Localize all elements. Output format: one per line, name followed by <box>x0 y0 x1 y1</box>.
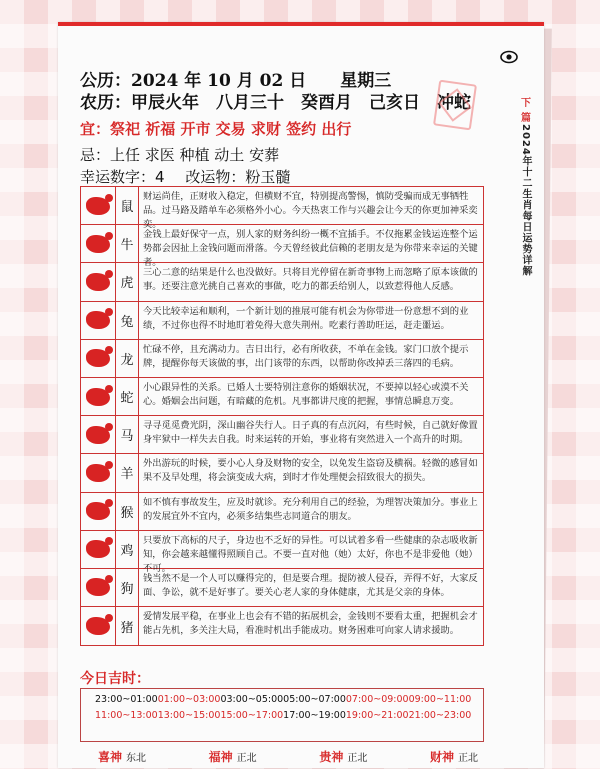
zodiac-desc: 今天比较幸运和顺利，一个新计划的推展可能有机会为你带进一份意想不到的业绩，不过你也得不时地盯着免得大意失荆州。吃素行善助旺运，赶走噩运。 <box>143 305 469 331</box>
zodiac-pic <box>81 225 116 262</box>
zodiac-row <box>81 607 483 645</box>
zodiac-desc: 只要放下高标的尺子，身边也不乏好的异性。可以试着多看一些健康的杂志吸收新知，你会越来越懂得照顾自己。不要一直对他（她）太好，你也不是非爱他（她）不可。 <box>143 534 478 574</box>
zodiac-pic <box>81 569 116 606</box>
lunar-label: 农历 <box>80 93 114 113</box>
zodiac-row <box>81 569 483 607</box>
zodiac-row <box>81 225 483 269</box>
zodiac-desc: 钱当然不是一个人可以赚得完的，但是要合理。提防被人侵吞，弄得不好，大家反面、争讼，就不是好事了。要关心老人家的身体健康，尤其是父亲的身体。 <box>143 572 478 598</box>
zodiac-desc: 金钱上最好保守一点，别人家的财务纠纷一概不宜插手。不仅拖累金钱运连整个运势都会因扯上金钱问题而滑落。今天曾经彼此信赖的老朋友是为你带来幸运的关键者。 <box>143 229 478 269</box>
god-item <box>209 748 257 765</box>
god-direction: 正北 <box>457 753 478 764</box>
zodiac-name: 牛 <box>116 225 139 262</box>
clash-text: 冲蛇 <box>437 93 471 113</box>
zodiac-animal-icon <box>86 578 110 596</box>
zodiac-animal-icon <box>86 464 110 482</box>
god-item <box>430 748 478 765</box>
zodiac-row <box>81 340 483 378</box>
hours-row <box>81 692 483 708</box>
zodiac-animal-icon <box>86 388 110 406</box>
hour-slot: 07:00~09:00 <box>345 694 409 705</box>
lunar-date: 甲辰火年 八月三十 癸酉月 己亥日 <box>131 93 420 113</box>
zodiac-pic <box>81 187 116 224</box>
hour-slot: 03:00~05:00 <box>220 694 284 705</box>
gods-row <box>98 748 478 765</box>
god-direction: 正北 <box>236 753 257 764</box>
zodiac-row <box>81 302 483 340</box>
zodiac-animal-icon <box>86 197 110 215</box>
zodiac-desc: 忙碌不停，且充满动力。吉日出行，必有所收获，不单在金钱。家门口放个提示牌，提醒你每天该做的事，出门该带的东西，以帮助你改掉丢三落四的毛病。 <box>143 343 469 369</box>
god-label: 喜神 <box>98 750 123 764</box>
god-direction: 东北 <box>126 753 147 764</box>
hour-slot: 13:00~15:00 <box>157 710 221 721</box>
god-label: 财神 <box>429 750 454 764</box>
solar-label: 公历 <box>80 71 114 91</box>
hour-slot: 17:00~19:00 <box>283 710 346 721</box>
zodiac-row <box>81 187 483 230</box>
zodiac-pic <box>81 454 116 491</box>
hour-slot: 15:00~17:00 <box>220 710 284 721</box>
god-item <box>98 748 146 765</box>
hour-slot: 21:00~23:00 <box>408 710 472 721</box>
side-tag: 下篇 <box>521 98 531 124</box>
lucky-number: 幸运数字：4 <box>80 168 165 186</box>
zodiac-desc: 小心跟异性的关系。已婚人士要特别注意你的婚姻状况，不要掉以轻心或漠不关心。婚姻会出问题，有暗藏的危机。凡事都讲尺度的把握，事情总瞬息万变。 <box>143 381 469 407</box>
zodiac-desc: 财运尚佳，正财收入稳定，但横财不宜，特别提高警惕，慎防受骗而成无事牺牲品。过马路及踏单车必须格外小心。今天热衷工作与兴趣会让今天的你更加神采奕奕。 <box>143 191 478 230</box>
hour-slot: 09:00~11:00 <box>408 694 472 705</box>
zodiac-name: 兔 <box>116 302 139 339</box>
luck-line <box>80 166 306 187</box>
hour-slot: 05:00~07:00 <box>283 694 346 705</box>
ji-line: 忌：上任 求医 种植 动土 安葬 <box>80 146 280 164</box>
lucky-item: 改运物：粉玉髓 <box>185 168 291 186</box>
zodiac-animal-icon <box>86 349 110 367</box>
god-label: 贵神 <box>319 750 344 764</box>
zodiac-row <box>81 454 483 492</box>
zodiac-name: 猪 <box>116 607 139 645</box>
zodiac-animal-icon <box>86 502 110 520</box>
god-direction: 正北 <box>347 753 368 764</box>
zodiac-row <box>81 531 483 574</box>
zodiac-name: 虎 <box>116 263 139 300</box>
hour-slot: 23:00~01:00 <box>95 694 158 705</box>
zodiac-table <box>80 186 484 646</box>
zodiac-animal-icon <box>86 617 110 635</box>
lunar-date-line: 农历：甲辰火年 八月三十 癸酉月 己亥日 冲蛇 <box>80 93 471 113</box>
weekday: 星期三 <box>340 71 392 91</box>
zodiac-animal-icon <box>86 426 110 444</box>
solar-date-line: 公历：2024 年 10 月 02 日 星期三 <box>80 71 392 91</box>
god-item <box>319 748 367 765</box>
zodiac-name: 鼠 <box>116 187 139 224</box>
solar-date: 2024 年 10 月 02 日 <box>131 71 307 91</box>
zodiac-row <box>81 493 483 531</box>
hours-box <box>80 688 484 742</box>
jishi-title: 今日吉时： <box>80 671 150 687</box>
zodiac-animal-icon <box>86 235 110 253</box>
zodiac-pic <box>81 340 116 377</box>
zodiac-pic <box>81 302 116 339</box>
zodiac-animal-icon <box>86 540 110 558</box>
zodiac-desc: 寻寻觅觅费光阴，深山幽谷失行人。日子真的有点沉闷，有些时候，自己就好像置身牢狱中一样失去自我。时来运转的开始，事业将有突然进入一个高升的时期。 <box>143 420 478 446</box>
zodiac-name: 蛇 <box>116 378 139 415</box>
zodiac-name: 猴 <box>116 493 139 530</box>
zodiac-row <box>81 378 483 416</box>
zodiac-animal-icon <box>86 311 110 329</box>
zodiac-row <box>81 416 483 454</box>
zodiac-pic <box>81 607 116 645</box>
zodiac-animal-icon <box>86 273 110 291</box>
zodiac-pic <box>81 263 116 300</box>
zodiac-pic <box>81 416 116 453</box>
zodiac-desc: 三心二意的结果是什么也没做好。只将目光停留在新奇事物上而忽略了原本该做的事。还要注意光挑自己喜欢的事做，吃力的都丢给别人，以致惹得他人反感。 <box>143 267 478 293</box>
zodiac-name: 马 <box>116 416 139 453</box>
zodiac-pic <box>81 493 116 530</box>
almanac-page <box>58 22 544 768</box>
zodiac-row <box>81 263 483 301</box>
eye-icon <box>500 50 518 64</box>
hour-slot: 19:00~21:00 <box>345 710 409 721</box>
red-seal-stamp <box>433 80 477 131</box>
zodiac-pic <box>81 531 116 568</box>
hour-slot: 01:00~03:00 <box>157 694 221 705</box>
zodiac-name: 龙 <box>116 340 139 377</box>
zodiac-desc: 外出游玩的时候，要小心人身及财物的安全，以免发生盗窃及横祸。轻微的感冒如果不及早处理，将会演变成大病，到时才作处理便会招致很大的损失。 <box>143 458 478 484</box>
yi-line: 宜：祭祀 祈福 开市 交易 求财 签约 出行 <box>80 120 352 138</box>
zodiac-name: 羊 <box>116 454 139 491</box>
god-label: 福神 <box>208 750 233 764</box>
zodiac-name: 鸡 <box>116 531 139 568</box>
zodiac-pic <box>81 378 116 415</box>
zodiac-name: 狗 <box>116 569 139 606</box>
hour-slot: 11:00~13:00 <box>95 710 158 721</box>
zodiac-desc: 如不慎有事故发生，应及时就诊。充分利用自己的经验，为理智决策加分。事业上的发展宜外不宜内，必须多结集些志同道合的朋友。 <box>143 496 478 522</box>
zodiac-desc: 爱情发展平稳，在事业上也会有不错的拓展机会，金钱则不要看太重，把握机会才能占先机，多关注大局，看准时机出手能成功。财务困难可向家人请求援助。 <box>143 611 478 637</box>
side-title: 2024年十二生肖每日运势详解 <box>520 124 531 277</box>
hours-row <box>81 708 483 724</box>
